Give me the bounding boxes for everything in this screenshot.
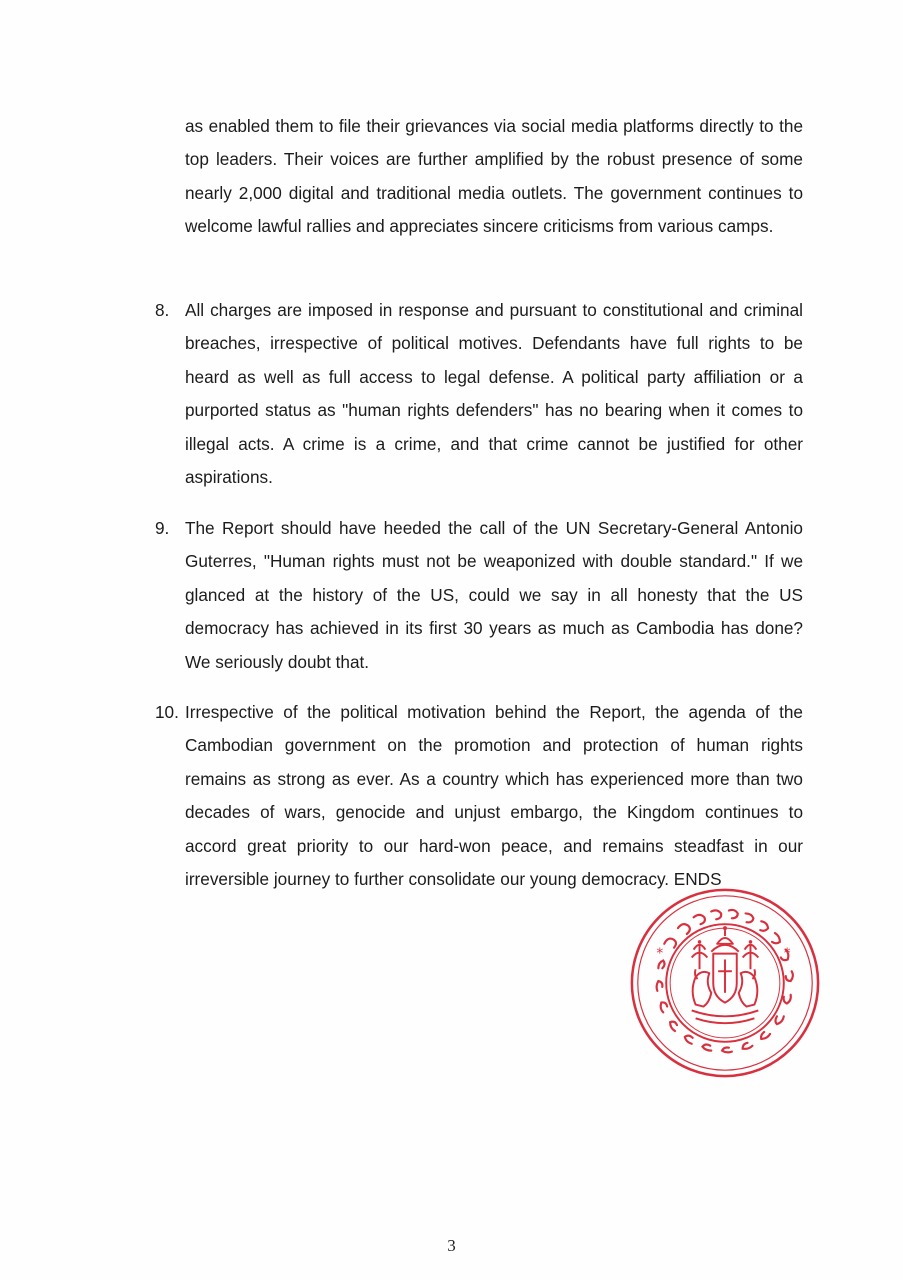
svg-text:*: * (656, 945, 664, 962)
intro-paragraph: as enabled them to file their grievances via social media platforms directly to the top leaders. Their voices are further amplified by the robust presence of some nearly 2,000 digital and traditional media outlets. The government continues to welcome lawful rallies and appreciates sincere criticisms from various camps. (185, 116, 803, 237)
list-item-text: The Report should have heeded the call of the UN Secretary-General Antonio Guterres, "Human rights must not be weaponized with double standard." If we glanced at the history of the US, could we say in all honesty that the US democracy has achieved in its first 30 years as much as Cambodia has done? We seriously doubt that. (185, 518, 803, 672)
list-item-number: 10. (155, 702, 179, 722)
list-item-text: All charges are imposed in response and pursuant to constitutional and criminal breaches, irrespective of political motives. Defendants have full rights to be heard as well as full access to legal defense. A political party affiliation or a purported status as "human rights defenders" has no bearing when it comes to illegal acts. A crime is a crime, and that crime cannot be justified for other aspirations. (185, 300, 803, 488)
page-number: 3 (447, 1236, 456, 1255)
list-item-number: 9. (155, 518, 170, 538)
list-item-number: 8. (155, 300, 170, 320)
official-seal-icon (627, 885, 823, 1081)
svg-text:*: * (783, 945, 791, 962)
list-item-text: Irrespective of the political motivation behind the Report, the agenda of the Cambodian government on the promotion and protection of human rights remains as strong as ever. As a country which has experienced more than two decades of wars, genocide and unjust embargo, the Kingdom continues to accord great priority to our hard-won peace, and remains steadfast in our irreversible journey to further consolidate our young democracy. ENDS (185, 702, 803, 890)
